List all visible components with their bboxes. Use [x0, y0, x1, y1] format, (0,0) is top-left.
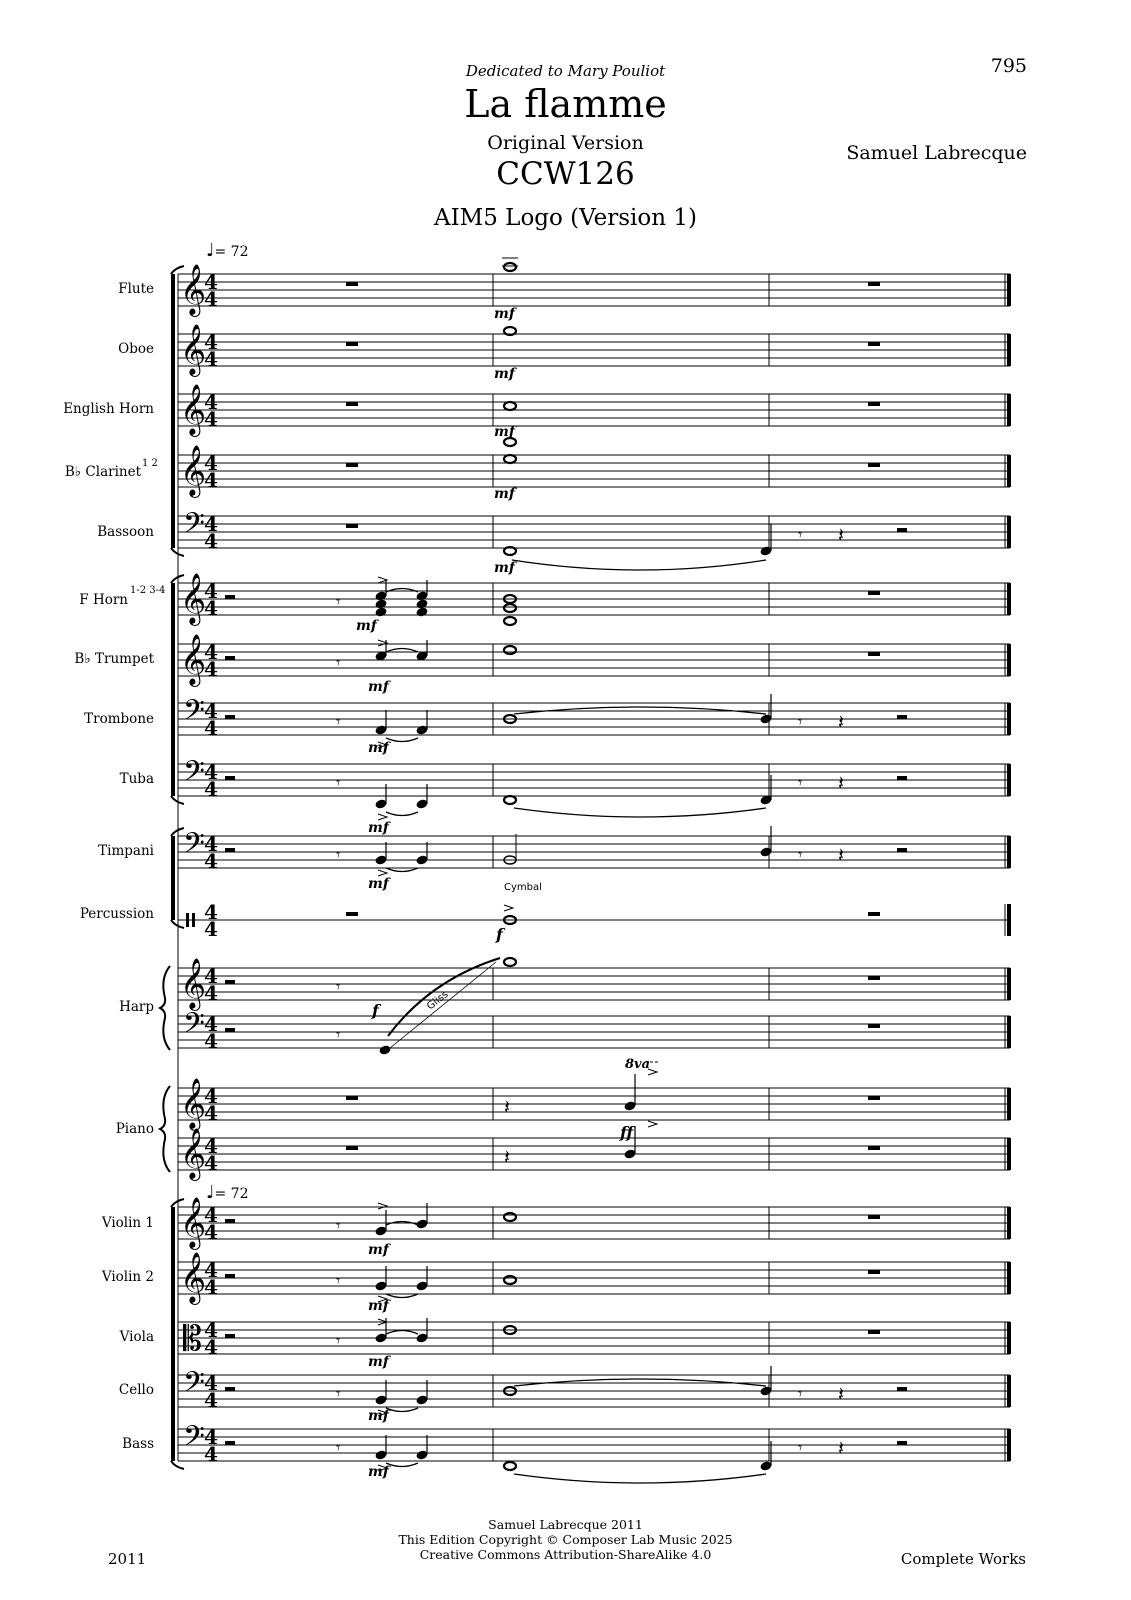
gliss-label: Gliss	[425, 989, 451, 1013]
eighth-rest: 𝄾	[336, 712, 341, 731]
whole-note	[504, 1276, 516, 1284]
tempo-mark-strings: ♩= 72	[206, 1182, 249, 1203]
tie	[386, 1294, 418, 1298]
quarter-rest: 𝄽	[838, 710, 845, 734]
clarinet-note	[504, 455, 516, 463]
eighth-rest: 𝄾	[798, 1384, 803, 1403]
time-sig-bottom: 4	[204, 716, 218, 740]
bass-clef: 𝄢	[183, 755, 205, 795]
staff	[178, 324, 1011, 377]
harp-note	[504, 958, 516, 966]
time-sig-top: 4	[204, 451, 218, 475]
final-barline-thick	[1007, 455, 1011, 487]
accent	[648, 1121, 657, 1127]
treble-clef: 𝄞	[180, 1078, 207, 1129]
eighth-rest: 𝄾	[336, 1438, 341, 1457]
time-sig-bottom: 4	[204, 1335, 218, 1359]
tie	[386, 649, 418, 653]
eighth-rest: 𝄾	[336, 1331, 341, 1350]
final-barline-thick	[1007, 1429, 1011, 1461]
final-barline-thick	[1007, 334, 1011, 366]
instrument-name-piano: Piano	[115, 1121, 154, 1137]
clarinet-parts: 1 2	[142, 458, 158, 469]
treble-clef: 𝄞	[180, 573, 207, 624]
strings-bracket-bottom	[171, 1461, 184, 1469]
time-signature	[204, 512, 218, 553]
whole-rest	[346, 912, 358, 916]
instrument-name-trombone: Trombone	[84, 711, 154, 727]
half-rest	[225, 1334, 235, 1338]
treble-clef: 𝄞	[180, 634, 207, 685]
half-rest	[897, 715, 907, 719]
tie	[512, 560, 766, 570]
instrument-name-tuba: Tuba	[119, 771, 154, 787]
instrument-name-cello: Cello	[118, 1382, 154, 1398]
time-signature	[204, 1258, 218, 1299]
dynamic-mf: mf	[368, 679, 389, 695]
dynamic-mf: mf	[368, 740, 389, 756]
final-barline-thick	[1007, 904, 1011, 936]
whole-rest	[868, 1024, 880, 1028]
final-barline-thick	[1007, 583, 1011, 615]
whole-note	[504, 604, 516, 612]
instrument-name-bassoon: Bassoon	[97, 524, 154, 540]
tie	[386, 1463, 418, 1467]
tie	[514, 1474, 766, 1483]
whole-rest	[346, 1096, 358, 1100]
half-rest	[225, 595, 235, 599]
dynamic-mf: mf	[494, 560, 515, 576]
eighth-rest: 𝄾	[798, 525, 803, 544]
instrument-name-percussion: Percussion	[79, 906, 154, 922]
time-signature	[204, 964, 218, 1005]
staff	[178, 694, 1011, 740]
bass-clef: 𝄢	[183, 1366, 205, 1406]
time-sig-top: 4	[204, 832, 218, 856]
time-signature	[204, 330, 218, 371]
time-signature	[204, 760, 218, 801]
time-signature	[204, 1318, 218, 1359]
staff	[178, 573, 1011, 626]
time-sig-bottom: 4	[204, 1388, 218, 1412]
final-barline-thick	[1007, 1262, 1011, 1294]
tempo-mark-top: ♩= 72	[206, 240, 249, 261]
instrument-name-trumpet: B♭ Trumpet	[74, 651, 154, 667]
time-sig-top: 4	[204, 512, 218, 536]
whole-note	[504, 646, 516, 654]
final-barline-thick	[1007, 1138, 1011, 1170]
brass-bracket	[171, 583, 175, 796]
whole-rest	[868, 342, 880, 346]
time-signature	[204, 1084, 218, 1125]
instrument-name-timpani: Timpani	[98, 843, 154, 859]
time-signature	[204, 390, 218, 431]
score-title: La flamme	[464, 82, 667, 126]
percussion-bracket	[171, 836, 175, 920]
final-barline-thick	[1007, 1088, 1011, 1120]
half-rest	[225, 1274, 235, 1278]
final-barline-thick	[1007, 703, 1011, 735]
bass-clef: 𝄢	[183, 694, 205, 734]
time-sig-top: 4	[204, 270, 218, 294]
whole-rest	[868, 652, 880, 656]
staff	[178, 900, 1011, 941]
time-sig-bottom: 4	[204, 1442, 218, 1466]
time-sig-top: 4	[204, 579, 218, 603]
time-sig-top: 4	[204, 1134, 218, 1158]
dynamic-mf: mf	[368, 1242, 389, 1258]
score-subtitle: AIM5 Logo (Version 1)	[433, 205, 697, 231]
staff	[178, 264, 1011, 317]
dynamic-f: f	[372, 1001, 379, 1020]
final-barline-thick	[1007, 394, 1011, 426]
time-sig-top: 4	[204, 1258, 218, 1282]
horn-parts: 1-2 3-4	[130, 585, 166, 596]
final-barline-thick	[1007, 1016, 1011, 1048]
time-sig-bottom: 4	[204, 1151, 218, 1175]
dynamic-mf: mf	[356, 618, 377, 634]
accent	[504, 905, 513, 911]
glissando-line	[390, 962, 496, 1048]
half-rest	[225, 848, 235, 852]
tie	[386, 812, 418, 816]
whole-note	[504, 796, 516, 804]
instrument-name-english-horn: English Horn	[63, 401, 154, 417]
half-rest	[225, 656, 235, 660]
whole-rest	[868, 591, 880, 595]
tie	[514, 808, 766, 817]
half-rest	[225, 715, 235, 719]
accent	[648, 1069, 657, 1075]
dynamic-mf: mf	[368, 876, 389, 892]
time-signature	[204, 1134, 218, 1175]
whole-rest	[346, 282, 358, 286]
half-rest	[225, 1387, 235, 1391]
whole-rest	[868, 976, 880, 980]
dynamic-mf: mf	[494, 366, 515, 382]
dynamic-mf: mf	[368, 1408, 389, 1424]
quarter-rest: 𝄽	[504, 1145, 511, 1169]
staff	[178, 1252, 1011, 1305]
time-sig-bottom: 4	[204, 287, 218, 311]
time-signature	[204, 579, 218, 620]
staff	[178, 1197, 1011, 1250]
cymbal-label: Cymbal	[504, 882, 542, 893]
staff	[178, 384, 1011, 437]
treble-clef: 𝄞	[180, 958, 207, 1009]
time-signature	[204, 1203, 218, 1244]
quarter-rest: 𝄽	[838, 523, 845, 547]
eighth-rest: 𝄾	[336, 1025, 341, 1044]
time-signature	[204, 832, 218, 873]
whole-rest	[868, 1096, 880, 1100]
treble-clef: 𝄞	[180, 445, 207, 496]
whole-rest	[868, 1215, 880, 1219]
time-signature	[204, 1371, 218, 1412]
staff	[178, 1318, 1011, 1359]
time-sig-top: 4	[204, 900, 218, 924]
time-signature	[204, 900, 218, 941]
time-sig-bottom: 4	[204, 981, 218, 1005]
final-barline-thick	[1007, 836, 1011, 868]
whole-rest	[868, 1330, 880, 1334]
time-signature	[204, 699, 218, 740]
half-rest	[897, 1387, 907, 1391]
whole-note	[504, 617, 516, 625]
accent	[378, 1203, 387, 1209]
percussion-clef	[192, 913, 195, 927]
woodwind-bracket	[171, 274, 175, 548]
time-sig-bottom: 4	[204, 1029, 218, 1053]
instrument-name-horn: F Horn	[79, 592, 128, 608]
whole-rest	[346, 524, 358, 528]
final-barline-thick	[1007, 516, 1011, 548]
time-sig-top: 4	[204, 1371, 218, 1395]
tie	[386, 1331, 418, 1335]
strings-bracket	[171, 1207, 175, 1461]
final-barline-thick	[1007, 274, 1011, 306]
time-sig-top: 4	[204, 390, 218, 414]
treble-clef: 𝄞	[180, 1128, 207, 1179]
time-sig-top: 4	[204, 964, 218, 988]
whole-rest	[868, 912, 880, 916]
time-sig-bottom: 4	[204, 1101, 218, 1125]
staff	[178, 1128, 1011, 1181]
flute-note	[504, 263, 516, 271]
tie	[386, 868, 418, 872]
staff	[178, 1366, 1011, 1412]
half-rest	[225, 980, 235, 984]
final-barline-thick	[1007, 968, 1011, 1000]
time-sig-top: 4	[204, 1012, 218, 1036]
quarter-rest: 𝄽	[838, 843, 845, 867]
time-sig-bottom: 4	[204, 849, 218, 873]
piano-brace	[160, 1086, 170, 1172]
composer-name: Samuel Labrecque	[846, 142, 1027, 164]
whole-rest	[346, 342, 358, 346]
eighth-rest: 𝄾	[798, 845, 803, 864]
eighth-rest: 𝄾	[336, 845, 341, 864]
staff	[178, 634, 1011, 687]
note	[415, 606, 428, 617]
whole-rest	[346, 1146, 358, 1150]
eighth-rest: 𝄾	[336, 977, 341, 996]
time-sig-bottom: 4	[204, 777, 218, 801]
half-rest	[897, 848, 907, 852]
tie	[386, 738, 418, 742]
copyright-footer: Samuel Labrecque 2011 This Edition Copyright © Composer Lab Music 2025 Creative Commons Attribution-ShareAlike 4.0	[398, 1517, 733, 1562]
english-horn-note	[504, 402, 516, 410]
staff	[178, 1007, 1011, 1053]
time-signature	[204, 1425, 218, 1466]
dynamic-mf: mf	[494, 486, 515, 502]
whole-note	[504, 1213, 516, 1221]
half-rest	[225, 1219, 235, 1223]
final-barline-thick	[1007, 764, 1011, 796]
dynamic-mf: mf	[368, 1298, 389, 1314]
whole-rest	[868, 402, 880, 406]
eighth-rest: 𝄾	[336, 592, 341, 611]
time-sig-top: 4	[204, 330, 218, 354]
staff	[178, 1078, 1011, 1131]
final-barline-thick	[1007, 644, 1011, 676]
treble-clef: 𝄞	[180, 384, 207, 435]
instrument-name-oboe: Oboe	[118, 341, 154, 357]
eighth-rest: 𝄾	[336, 1384, 341, 1403]
staff	[178, 755, 1011, 801]
version-label: Original Version	[487, 132, 644, 154]
harp-note	[378, 1044, 391, 1055]
treble-clef: 𝄞	[180, 1252, 207, 1303]
time-sig-bottom: 4	[204, 407, 218, 431]
half-rest	[225, 1441, 235, 1445]
dedication: Dedicated to Mary Pouliot	[465, 62, 666, 80]
tie	[386, 1408, 418, 1412]
dynamic-mf: mf	[494, 306, 515, 322]
alto-clef: 𝄡	[183, 1319, 202, 1359]
quarter-rest: 𝄽	[838, 771, 845, 795]
staff	[178, 958, 1011, 1011]
page-number: 795	[990, 55, 1027, 77]
instrument-name-bass: Bass	[122, 1436, 154, 1452]
time-sig-top: 4	[204, 1425, 218, 1449]
treble-clef: 𝄞	[180, 264, 207, 315]
time-sig-bottom: 4	[204, 1220, 218, 1244]
whole-rest	[868, 282, 880, 286]
dynamic-mf: mf	[494, 424, 515, 440]
whole-rest	[346, 402, 358, 406]
instrument-name-violin-1: Violin 1	[101, 1215, 154, 1231]
eighth-rest: 𝄾	[336, 1216, 341, 1235]
bass-clef: 𝄢	[183, 1007, 205, 1047]
quarter-rest: 𝄽	[838, 1382, 845, 1406]
half-rest	[225, 1028, 235, 1032]
eighth-rest: 𝄾	[336, 1271, 341, 1290]
eighth-rest: 𝄾	[798, 773, 803, 792]
staff	[178, 1420, 1011, 1466]
staff	[178, 445, 1011, 498]
ottava-mark: 8va	[625, 1057, 651, 1072]
bass-clef: 𝄢	[183, 1420, 205, 1460]
time-signature	[204, 270, 218, 311]
whole-rest	[346, 463, 358, 467]
harp-brace	[160, 966, 170, 1050]
final-barline-thick	[1007, 1375, 1011, 1407]
final-barline-thick	[1007, 1322, 1011, 1354]
bass-clef: 𝄢	[183, 507, 205, 547]
staff	[178, 507, 1011, 553]
time-sig-bottom: 4	[204, 917, 218, 941]
time-sig-bottom: 4	[204, 596, 218, 620]
staff	[178, 827, 1011, 873]
dynamic-f: f	[496, 925, 503, 944]
dynamic-mf: mf	[368, 1464, 389, 1480]
whole-rest	[868, 1146, 880, 1150]
time-sig-bottom: 4	[204, 468, 218, 492]
time-sig-bottom: 4	[204, 347, 218, 371]
time-signature	[204, 1012, 218, 1053]
dynamic-mf: mf	[368, 820, 389, 836]
percussion-clef	[186, 913, 189, 927]
time-sig-bottom: 4	[204, 657, 218, 681]
catalog-number: CCW126	[496, 156, 635, 192]
quarter-rest: 𝄽	[504, 1095, 511, 1119]
time-signature	[204, 640, 218, 681]
half-rest	[897, 528, 907, 532]
time-signature	[204, 451, 218, 492]
half-rest	[225, 776, 235, 780]
time-sig-top: 4	[204, 1084, 218, 1108]
dynamic-ff: ff	[620, 1123, 634, 1142]
eighth-rest: 𝄾	[336, 773, 341, 792]
time-sig-top: 4	[204, 1318, 218, 1342]
time-sig-top: 4	[204, 1203, 218, 1227]
footer-collection: Complete Works	[900, 1550, 1026, 1568]
instrument-name-flute: Flute	[118, 281, 154, 297]
instrument-name-harp: Harp	[119, 999, 154, 1015]
instrument-name-viola: Viola	[119, 1329, 154, 1345]
time-sig-top: 4	[204, 640, 218, 664]
eighth-rest: 𝄾	[336, 653, 341, 672]
time-sig-top: 4	[204, 699, 218, 723]
time-sig-bottom: 4	[204, 529, 218, 553]
half-rest	[897, 1441, 907, 1445]
eighth-rest: 𝄾	[798, 712, 803, 731]
quarter-rest: 𝄽	[838, 1436, 845, 1460]
treble-clef: 𝄞	[180, 1197, 207, 1248]
time-sig-bottom: 4	[204, 1275, 218, 1299]
time-sig-top: 4	[204, 760, 218, 784]
eighth-rest: 𝄾	[798, 1438, 803, 1457]
bass-clef: 𝄢	[183, 827, 205, 867]
footer-year: 2011	[108, 1550, 147, 1568]
instrument-name-clarinet: B♭ Clarinet	[64, 464, 141, 480]
whole-rest	[868, 463, 880, 467]
whole-note	[504, 1462, 516, 1470]
note	[374, 606, 387, 617]
half-rest	[897, 776, 907, 780]
treble-clef: 𝄞	[180, 324, 207, 375]
whole-rest	[868, 1270, 880, 1274]
dynamic-mf: mf	[368, 1354, 389, 1370]
final-barline-thick	[1007, 1207, 1011, 1239]
instrument-name-violin-2: Violin 2	[101, 1269, 154, 1285]
